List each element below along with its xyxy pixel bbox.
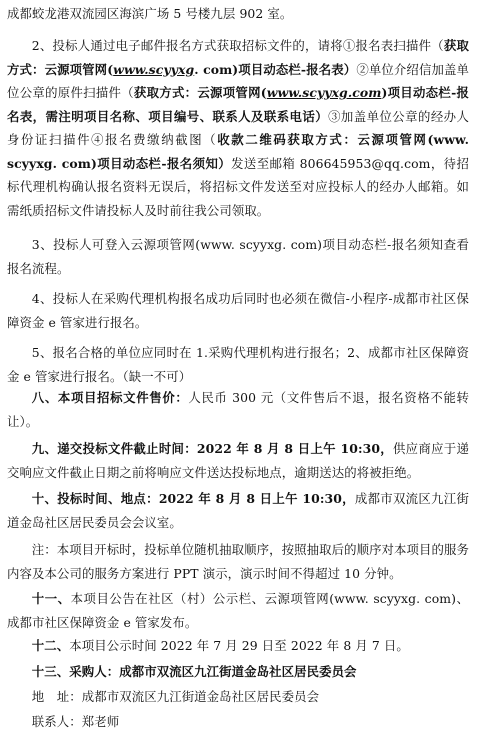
section-12-heading: 十二、 — [31, 638, 70, 653]
note-text: 注：本项目开标时，投标单位随机抽取顺序，按照抽取后的顺序对本项目的服务内容及本公司的服务方案进行 PPT 演示，演示时间不得超过 10 分钟。 — [7, 542, 469, 581]
address-value: 成都市双流区九江街道金岛社区居民委员会 — [81, 689, 320, 704]
section-12 — [7, 634, 469, 658]
section-10 — [7, 487, 469, 534]
paragraph-5 — [7, 341, 469, 388]
p2-text-c: ②单位介绍信加盖单位公章的原件扫描件（ — [7, 61, 470, 100]
p4-text: 4、投标人在采购代理机构报名成功后同时也必须在微信-小程序-成都市社区保障资金 e 管家进行报名。 — [7, 291, 469, 330]
section-12-text: 本项目公示时间 2022 年 7 月 29 日至 2022 年 8 月 7 日。 — [69, 638, 409, 653]
paragraph-3 — [7, 233, 469, 280]
address-line-continued — [7, 2, 469, 26]
note-paragraph — [7, 538, 469, 585]
p2-text-g: 发送至邮箱 806645953@qq.com，待招标代理机构确认报名资料无误后，将招标文件发送至对应投标人的经办人邮箱。如需纸质招标文件请投标人及时前往我公司领取。 — [7, 155, 469, 218]
section-9-text: 供应商应于递交响应文件截止日期之前将响应文件送达投标地点，逾期送达的将被拒绝。 — [7, 441, 469, 480]
p2-bold-1b: . com)项目动态栏-报名表） — [194, 61, 357, 77]
p2-bold-2b: )项目动态栏-报名表，需注明项目名称、项目编号、联系人及联系电话） — [7, 85, 469, 124]
section-11 — [7, 587, 469, 634]
p2-text-e: ③加盖单位公章的经办人身份证扫描件④报名费缴纳截图（ — [7, 108, 469, 147]
section-9-heading: 九、递交投标文件截止时间：2022 年 8 月 8 日上午 10:30， — [31, 441, 393, 456]
section-8-text: 人民币 300 元（文件售后不退，报名资格不能转让）。 — [7, 390, 469, 429]
section-9 — [7, 437, 469, 484]
p2-text-a: 2、投标人通过电子邮件报名方式获取招标文件的，请将①报名表扫描件（ — [31, 38, 444, 53]
p5-text: 5、报名合格的单位应同时在 1.采购代理机构进行报名；2、成都市社区保障资金 e 管家进行报名。（缺一不可） — [7, 345, 469, 384]
p2-url-2[interactable]: www.scyyxg.com — [266, 85, 382, 100]
section-8 — [7, 386, 469, 433]
p2-bold-3: 收款二维码获取方式：云源项管网(www. scyyxg. com)项目动态栏-报名须知） — [7, 132, 469, 171]
section-10-heading: 十、投标时间、地点：2022 年 8 月 8 日上午 10:30， — [31, 491, 355, 506]
section-11-heading: 十一、 — [31, 591, 71, 606]
address-text: 成都蛟龙港双流园区海滨广场 5 号楼九层 902 室。 — [7, 6, 293, 21]
p2-bold-1: 获取方式：云源项管网( — [7, 38, 470, 77]
section-11-text: 本项目公告在社区（村）公示栏、云源项管网(www. scyyxg. com)、成都市社区保障资金 e 管家发布。 — [7, 591, 469, 630]
address-row — [7, 685, 469, 709]
section-13 — [7, 660, 469, 684]
paragraph-4 — [7, 287, 469, 334]
address-label: 地 址： — [31, 689, 82, 704]
section-10-text: 成都市双流区九江街道金岛社区居民委员会会议室。 — [7, 491, 469, 530]
section-8-heading: 八、本项目招标文件售价： — [31, 390, 189, 405]
section-13-heading: 十三、采购人：成都市双流区九江街道金岛社区居民委员会 — [31, 664, 357, 679]
contact-value: 郑老师 — [81, 714, 120, 729]
paragraph-email-registration — [7, 34, 469, 222]
contact-label: 联系人： — [31, 714, 82, 729]
p2-url-1[interactable]: www.scyyxg — [113, 61, 195, 77]
p3-text: 3、投标人可登入云源项管网(www. scyyxg. com)项目动态栏-报名须知查看报名流程。 — [7, 237, 469, 276]
contact-row — [7, 710, 469, 734]
p2-bold-2: 获取方式：云源项管网( — [133, 85, 267, 100]
